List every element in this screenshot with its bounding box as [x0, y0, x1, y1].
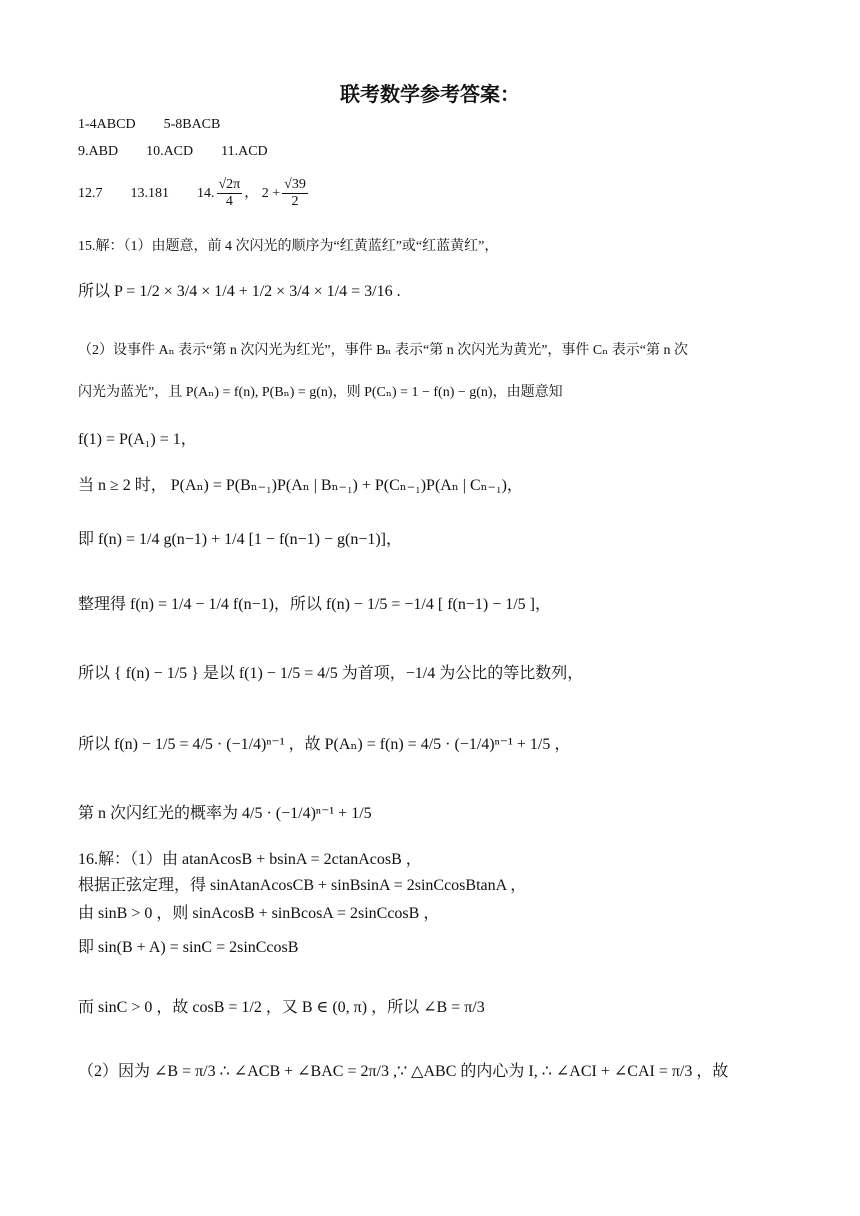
mc-line-2 — [78, 145, 268, 159]
answer-14-second-fraction: $\frac{√39}{2}$ — [284, 177, 306, 210]
fill-line — [78, 177, 310, 210]
separator: ， — [244, 185, 259, 201]
answer-11: 11.ACD — [221, 144, 268, 159]
q16-line1: 16.解：（1）由 atanAcosB + bsinA = 2ctanAcosB ， — [78, 851, 422, 868]
answer-14-first-fraction: $\frac{√2\pi}{4}$ — [218, 177, 241, 210]
page-title: 联考数学参考答案： — [340, 82, 520, 106]
mc-answers-5-8: 5-8BACB — [163, 117, 221, 132]
q15-simplified: 整理得 f(n) = 1/4 − 1/4 f(n−1)，所以 f(n) − 1/5 = −1/4 [ f(n−1) − 1/5 ]， — [78, 596, 552, 613]
q15-part2-line2: 闪光为蓝光”，且 P(Aₙ) = f(n), P(Bₙ) = g(n)，则 P(Cₙ) = 1 − f(n) − g(n)，由题意知 — [78, 385, 563, 400]
q15-conclusion: 第 n 次闪红光的概率为 4/5 · (−1/4)ⁿ⁻¹ + 1/5 — [78, 805, 372, 822]
q15-probability: 所以 P = 1/2 × 3/4 × 1/4 + 1/2 × 3/4 × 1/4 = 3/16 . — [78, 283, 401, 300]
q15-initial-value: f(1) = P(A₁) = 1， — [78, 431, 197, 448]
q16-line4: 即 sin(B + A) = sinC = 2sinCcosB — [78, 939, 299, 956]
mc-line-1 — [78, 118, 220, 132]
q15-geometric-sequence: 所以 { f(n) − 1/5 } 是以 f(1) − 1/5 = 4/5 为首项，−1/4 为公比的等比数列， — [78, 665, 584, 682]
answer-9: 9.ABD — [78, 144, 119, 159]
answer-10: 10.ACD — [146, 144, 194, 159]
answer-12: 12.7 — [78, 185, 103, 201]
q15-general-term: 所以 f(n) − 1/5 = 4/5 · (−1/4)ⁿ⁻¹ ，故 P(Aₙ) = f(n) = 4/5 · (−1/4)ⁿ⁻¹ + 1/5 ， — [78, 736, 571, 753]
answer-14-second-prefix: 2 + — [261, 185, 281, 201]
answer-14-label: 14. — [197, 185, 215, 201]
q15-part2-line1: （2）设事件 Aₙ 表示“第 n 次闪光为红光”，事件 Bₙ 表示“第 n 次闪光为黄光”，事件 Cₙ 表示“第 n 次 — [78, 343, 689, 358]
answer-13: 13.181 — [130, 185, 169, 201]
mc-answers-1-4: 1-4ABCD — [78, 117, 136, 132]
q15-recurrence-expanded: 即 f(n) = 1/4 g(n−1) + 1/4 [1 − f(n−1) − g(n−1)]， — [78, 531, 402, 548]
q15-intro: 15.解：（1）由题意，前 4 次闪光的顺序为“红黄蓝红”或“红蓝黄红”， — [78, 239, 499, 254]
q16-line3: 由 sinB > 0 ，则 sinAcosB + sinBcosA = 2sinCcosB ， — [78, 905, 440, 922]
q16-line6: （2）因为 ∠B = π/3 ∴ ∠ACB + ∠BAC = 2π/3 ,∵ △ABC 的内心为 I, ∴ ∠ACI + ∠CAI = π/3 ，故 — [78, 1063, 729, 1080]
q16-line2: 根据正弦定理，得 sinAtanAcosCB + sinBsinA = 2sinCcosBtanA ， — [78, 877, 527, 894]
q15-recurrence: 当 n ≥ 2 时， P(Aₙ) = P(Bₙ₋₁)P(Aₙ | Bₙ₋₁) + P(Cₙ₋₁)P(Aₙ | Cₙ₋₁)， — [78, 477, 523, 494]
q16-line5: 而 sinC > 0 ，故 cosB = 1/2 ，又 B ∈ (0, π) ，所以 ∠B = π/3 — [78, 999, 485, 1016]
